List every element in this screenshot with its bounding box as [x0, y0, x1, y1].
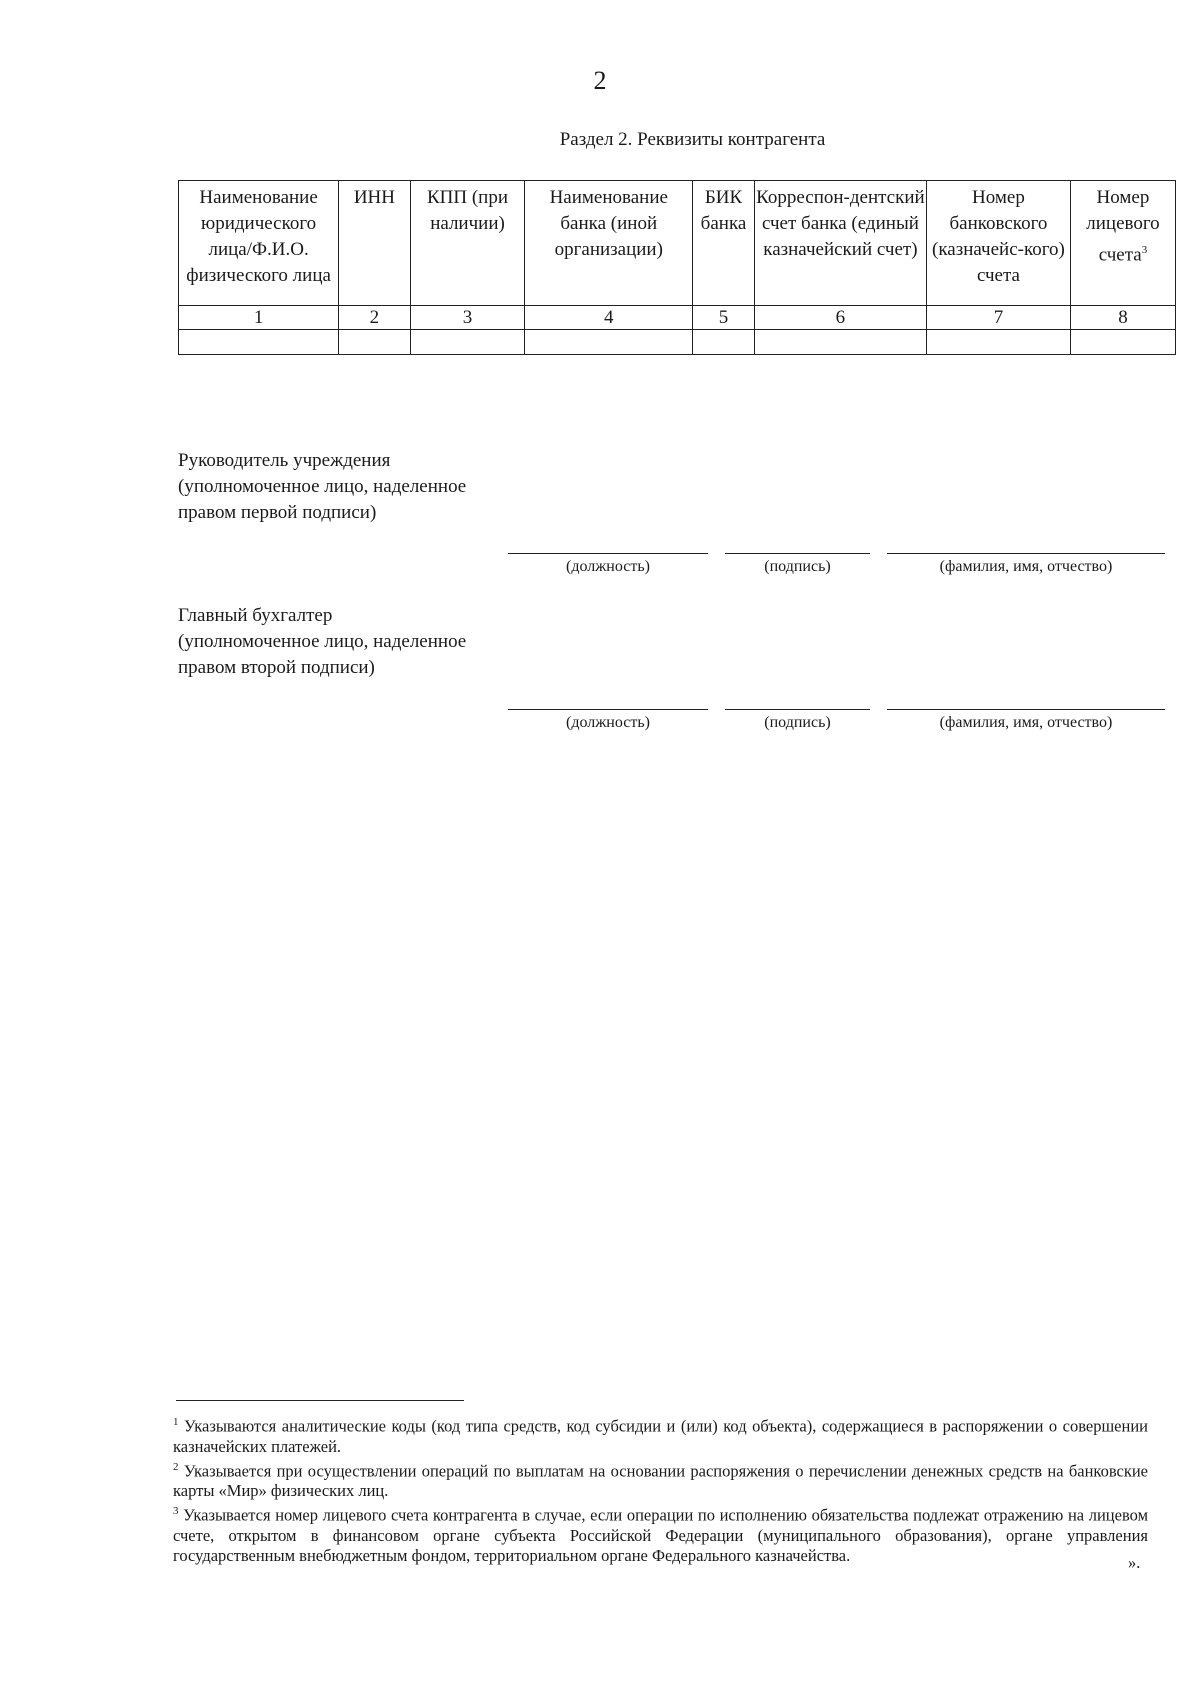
position-line[interactable] [508, 553, 708, 554]
closing-quote: ». [1128, 1553, 1141, 1572]
footnote-ref: 3 [1141, 244, 1148, 256]
header-kpp: КПП (при наличии) [410, 181, 525, 306]
empty-cell[interactable] [410, 330, 525, 355]
footnote: $^2$ Указывается при осуществлении операций по выплатам на основании распоряжения о перечислении денежных средств на банковские карты «Мир» физических лиц. [173, 1460, 1149, 1500]
table-header-row [179, 181, 1176, 306]
empty-cell[interactable] [179, 330, 339, 355]
signature-line[interactable] [725, 553, 870, 554]
column-number: 7 [926, 306, 1070, 330]
head-signature-block [178, 448, 1178, 575]
footnote: $^3$ Указывается номер лицевого счета контрагента в случае, если операции по исполнению обязательства подлежат отражению на лицевом счете, открытом в финансовом органе субъекта Российской Федерации (муниципального образования), органе управления государственным внебюджетным фондом, территориальном органе Федерального казначейства. [173, 1505, 1149, 1565]
footnote-mark: 1 [173, 1416, 179, 1428]
footnote-separator [176, 1400, 464, 1401]
column-number: 3 [410, 306, 525, 330]
counterparty-details-table [178, 180, 1176, 355]
empty-cell[interactable] [1070, 330, 1175, 355]
name-line[interactable] [887, 709, 1165, 710]
column-number: 4 [525, 306, 693, 330]
position-caption: (должность) [566, 558, 650, 575]
footnote-mark: 3 [173, 1505, 179, 1517]
column-number: 1 [179, 306, 339, 330]
header-bank-account: Номер банковского (казначейс-кого) счета [926, 181, 1070, 306]
column-number: 5 [693, 306, 755, 330]
empty-cell[interactable] [339, 330, 410, 355]
empty-cell[interactable] [693, 330, 755, 355]
signature-caption: (подпись) [764, 558, 831, 575]
footnote-mark: 2 [173, 1460, 179, 1473]
column-number: 8 [1070, 306, 1175, 330]
header-bik: БИК банка [693, 181, 755, 306]
name-caption: (фамилия, имя, отчество) [939, 714, 1113, 731]
accountant-signature-label: Главный бухгалтер (уполномоченное лицо, наделенное правом второй подписи) [178, 605, 467, 678]
empty-cell[interactable] [525, 330, 693, 355]
position-caption: (должность) [566, 714, 650, 731]
header-personal-account: Номер лицевого счета$^3$ [1070, 181, 1175, 306]
table-row [179, 330, 1176, 355]
header-bank-name: Наименование банка (иной организации) [525, 181, 693, 306]
accountant-signature-block [178, 603, 1178, 731]
footnotes [173, 1412, 1148, 1566]
page-number: 2 [593, 66, 607, 95]
section-title: Раздел 2. Реквизиты контрагента [559, 129, 826, 150]
header-inn: ИНН [339, 181, 410, 306]
position-line[interactable] [508, 709, 708, 710]
footnote: $^1$ Указываются аналитические коды (код типа средств, код субсидии и (или) код объекта), содержащиеся в распоряжении о совершении казначейских платежей. [173, 1416, 1148, 1456]
column-number-row [179, 306, 1176, 330]
name-caption: (фамилия, имя, отчество) [939, 558, 1113, 575]
header-legal-name: Наименование юридического лица/Ф.И.О. физического лица [179, 181, 339, 306]
signature-line[interactable] [725, 709, 870, 710]
column-number: 6 [754, 306, 926, 330]
head-signature-label: Руководитель учреждения (уполномоченное лицо, наделенное правом первой подписи) [178, 450, 467, 523]
empty-cell[interactable] [754, 330, 926, 355]
empty-cell[interactable] [926, 330, 1070, 355]
column-number: 2 [339, 306, 410, 330]
header-corr-account: Корреспон-дентский счет банка (единый казначейский счет) [754, 181, 926, 306]
signature-caption: (подпись) [764, 714, 831, 731]
name-line[interactable] [887, 553, 1165, 554]
